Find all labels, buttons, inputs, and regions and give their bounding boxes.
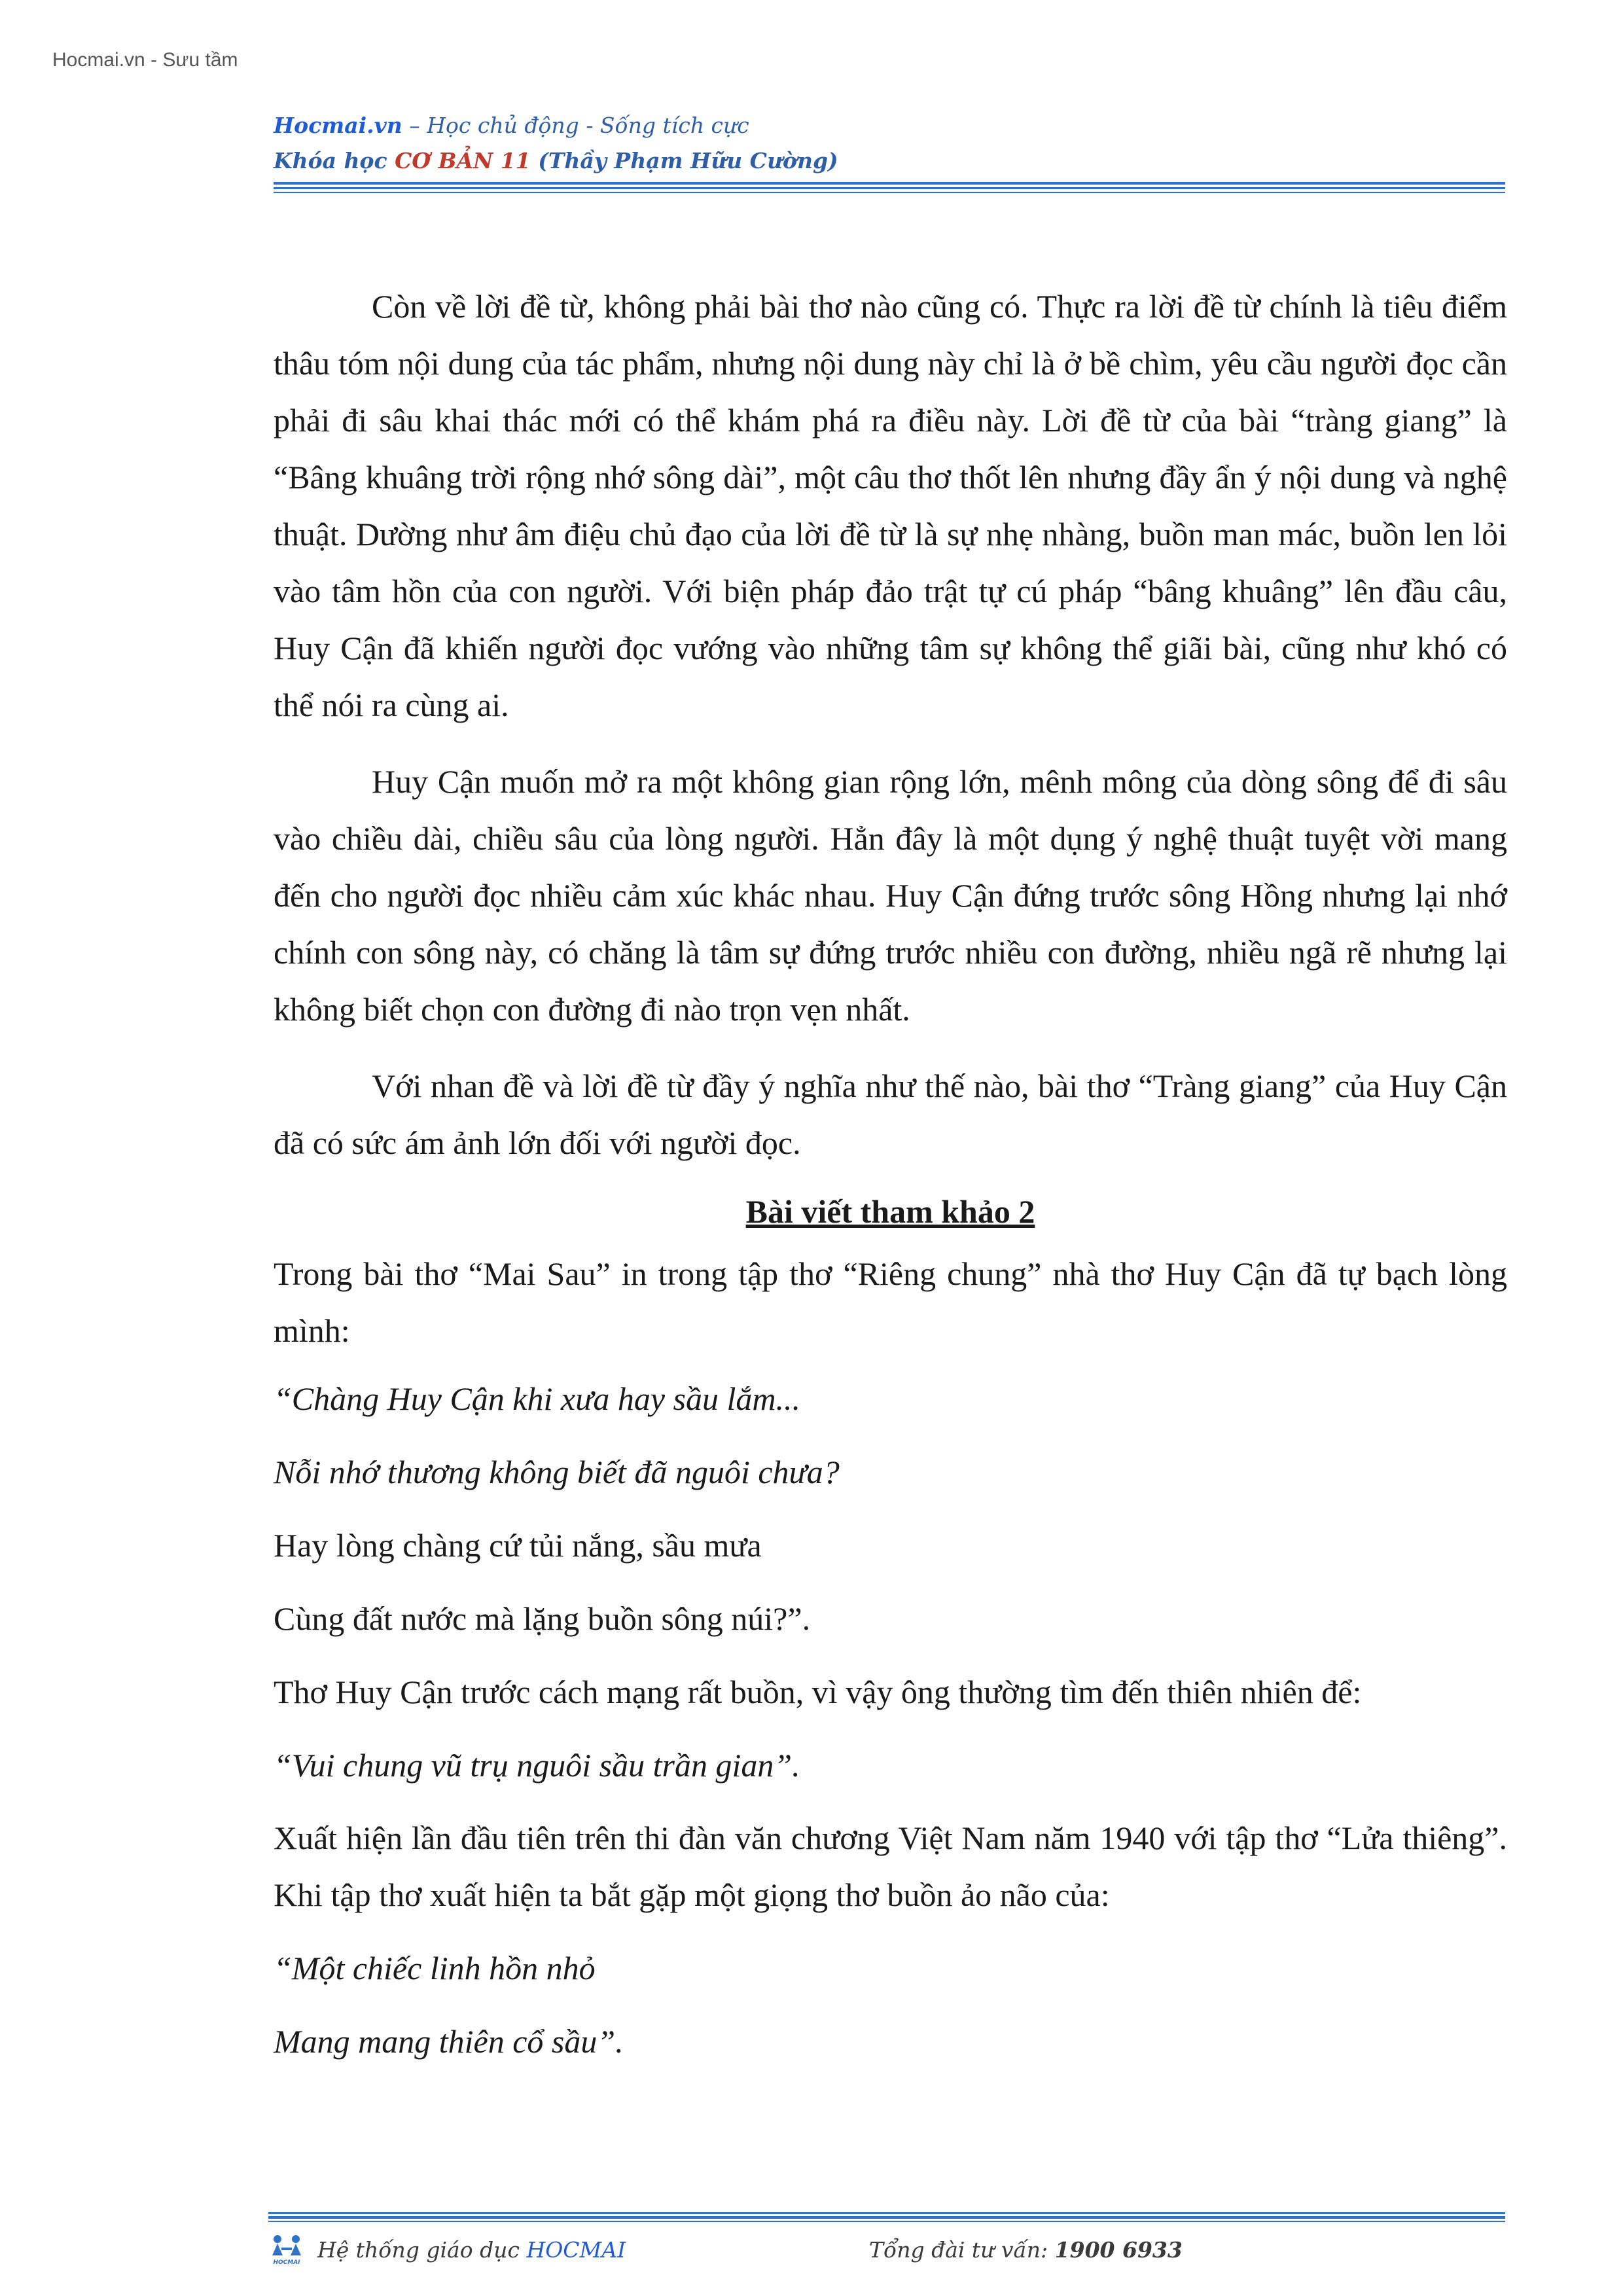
paragraph-1: Còn về lời đề từ, không phải bài thơ nào cũng có. Thực ra lời đề từ chính là tiêu điểm thâu tóm nội dung của tác phẩm, nhưng nội dung này chỉ là ở bề chìm, yêu cầu người đọc cần phải đi sâu khai thác mới có thể khám phá ra điều này. Lời đề từ của bài “tràng giang” là “Bâng khuâng trời rộng nhớ sông dài”, một câu thơ thốt lên nhưng đầy ẩn ý nội dung và nghệ thuật. Dường như âm điệu chủ đạo của lời đề từ là sự nhẹ nhàng, buồn man mác, buồn len lỏi vào tâm hồn của con người. Với biện pháp đảo trật tự cú pháp “bâng khuâng” lên đầu câu, Huy Cận đã khiến người đọc vướng vào những tâm sự không thể giãi bài, cũng như khó có thể nói ra cùng ai.	[274, 288, 1507, 723]
footer-system	[317, 2237, 626, 2263]
verse-line-4: Cùng đất nước mà lặng buồn sông núi?”.	[274, 1600, 811, 1637]
watermark-text: Hocmai.vn - Sưu tầm	[52, 49, 238, 71]
header-brand: Hocmai.vn	[274, 113, 402, 138]
logo-wordmark: HOCMAI	[273, 2259, 300, 2266]
hocmai-logo-icon	[268, 2233, 305, 2266]
paragraph-5: Thơ Huy Cận trước cách mạng rất buồn, vì vậy ông thường tìm đến thiên nhiên để:	[274, 1674, 1362, 1710]
footer-rule	[268, 2212, 1505, 2223]
verse-line-5: “Vui chung vũ trụ nguôi sầu trần gian”.	[274, 1747, 800, 1784]
header-course-prefix: Khóa học	[274, 148, 395, 173]
page-footer	[268, 2231, 1505, 2270]
footer-hotline	[869, 2237, 1183, 2263]
footer-system-label: Hệ thống giáo dục	[317, 2237, 527, 2263]
paragraph-2: Huy Cận muốn mở ra một không gian rộng lớn, mênh mông của dòng sông để đi sâu vào chiều dài, chiều sâu của lòng người. Hẳn đây là một dụng ý nghệ thuật tuyệt vời mang đến cho người đọc nhiều cảm xúc khác nhau. Huy Cận đứng trước sông Hồng nhưng lại nhớ chính con sông này, có chăng là tâm sự đứng trước nhiều con đường, nhiều ngã rẽ nhưng lại không biết chọn con đường đi nào trọn vẹn nhất.	[274, 763, 1507, 1028]
header-rule	[274, 182, 1505, 194]
header-line-1	[274, 108, 1505, 143]
section-title: Bài viết tham khảo 2	[745, 1193, 1035, 1230]
document-body	[274, 278, 1507, 2078]
verse-line-6: “Một chiếc linh hồn nhỏ	[274, 1950, 596, 1986]
header-line-2	[274, 143, 1505, 179]
header-teacher: (Thầy Phạm Hữu Cường)	[530, 148, 838, 173]
paragraph-3: Với nhan đề và lời đề từ đầy ý nghĩa như thế nào, bài thơ “Tràng giang” của Huy Cận đã có sức ám ảnh lớn đối với người đọc.	[274, 1067, 1507, 1161]
paragraph-4: Trong bài thơ “Mai Sau” in trong tập thơ “Riêng chung” nhà thơ Huy Cận đã tự bạch lòng mình:	[274, 1255, 1507, 1349]
footer-phone: 1900 6933	[1054, 2237, 1183, 2263]
verse-line-3: Hay lòng chàng cứ tủi nắng, sầu mưa	[274, 1527, 762, 1564]
header-slogan: – Học chủ động - Sống tích cực	[402, 113, 749, 138]
footer-brand: HOCMAI	[526, 2237, 626, 2263]
footer-hotline-label: Tổng đài tư vấn:	[869, 2237, 1055, 2263]
paragraph-6: Xuất hiện lần đầu tiên trên thi đàn văn chương Việt Nam năm 1940 với tập thơ “Lửa thiêng”. Khi tập thơ xuất hiện ta bắt gặp một giọng thơ buồn ảo não của:	[274, 1820, 1507, 1913]
verse-line-2: Nỗi nhớ thương không biết đã nguôi chưa?	[274, 1454, 840, 1490]
verse-line-7: Mang mang thiên cổ sầu”.	[274, 2023, 624, 2060]
verse-line-1: “Chàng Huy Cận khi xưa hay sầu lắm...	[274, 1380, 801, 1417]
header-course-name: CƠ BẢN 11	[395, 148, 531, 173]
page-header	[274, 108, 1505, 179]
